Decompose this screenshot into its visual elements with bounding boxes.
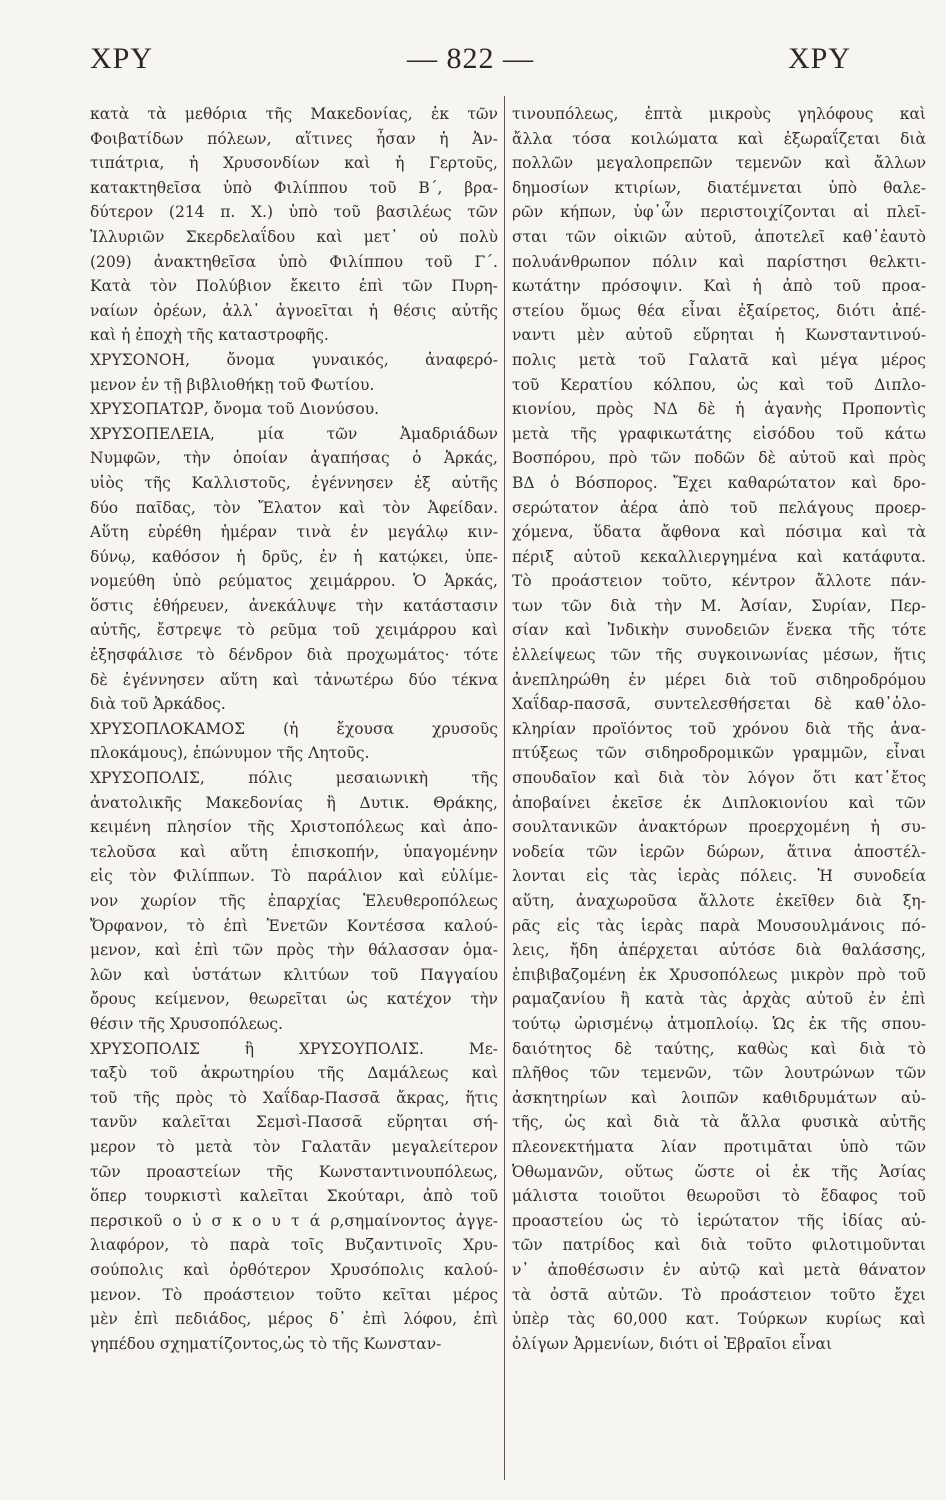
text-line: δὲ ἐγέννησεν αὕτη καὶ τἀνωτέρω δύο τέκνα — [90, 670, 498, 689]
text-line: λῶν καὶ ὑστάτων κλιτύων τοῦ Παγγαίου — [90, 965, 498, 984]
text-line: ἀποβαίνει ἐκεῖσε ἐκ Διπλοκιονίου καὶ τῶν — [512, 793, 926, 812]
page-number: — 822 — — [407, 42, 534, 75]
text-line: πέριξ αὐτοῦ κεκαλλιεργημένα καὶ κατάφυτα. — [512, 547, 926, 566]
header-left-keyword: ΧΡΥ — [90, 42, 154, 75]
text-line: (209) ἀνακτηθεῖσα ὑπὸ Φιλίππου τοῦ Γ΄. — [90, 252, 498, 271]
text-line: πλεονεκτήματα λίαν προτιμᾶται ὑπὸ τῶν — [512, 1137, 926, 1156]
text-line: πολις μετὰ τοῦ Γαλατᾶ καὶ μέγα μέρος — [512, 350, 926, 369]
text-line: ΧΡΥΣΟΠΟΛΙΣ, πόλις μεσαιωνικὴ τῆς — [90, 769, 498, 788]
text-line: ρῶν κήπων, ὑφ᾽ὧν περιστοιχίζονται αἱ πλεῖ- — [512, 203, 926, 222]
text-line: νομεύθη ὑπὸ ρεύματος χειμάρρου. Ὁ Ἀρκάς, — [90, 572, 498, 591]
text-line: τῶν πατρίδος καὶ διὰ τοῦτο φιλοτιμοῦνται — [512, 1236, 926, 1255]
text-line: ὑπὲρ τὰς 60,000 κατ. Τούρκων κυρίως καὶ — [512, 1310, 926, 1329]
text-line: ν᾽ ἀποθέσωσιν ἐν αὐτῷ καὶ μετὰ θάνατον — [512, 1260, 926, 1279]
text-line: ἐξησφάλισε τὸ δένδρον διὰ προχωμάτος· τότε — [90, 646, 498, 665]
text-line: ὅπερ τουρκιστὶ καλεῖται Σκούταρι, ἀπὸ τοῦ — [90, 1187, 498, 1206]
text-line: αὐτῆς, ἔστρεψε τὸ ρεῦμα τοῦ χειμάρρου καὶ — [90, 621, 498, 640]
text-line: ὄρους κείμενον, θεωρεῖται ὡς κατέχον τὴν — [90, 990, 498, 1009]
text-line: κατακτηθεῖσα ὑπὸ Φιλίππου τοῦ Β΄, βρα- — [90, 178, 498, 197]
text-line: ΧΡΥΣΟΠΟΛΙΣ ἢ ΧΡΥΣΟΥΠΟΛΙΣ. Με- — [90, 1039, 498, 1058]
text-line: δημοσίων κτιρίων, διατέμνεται ὑπὸ θαλε- — [512, 178, 926, 197]
text-line: σται τῶν οἰκιῶν αὐτοῦ, ἀποτελεῖ καθ᾽ἑαυτὸ — [512, 227, 926, 246]
text-line: ἀσκητηρίων καὶ λοιπῶν καθιδρυμάτων αὐ- — [512, 1088, 926, 1107]
text-line: τούτῳ ὡρισμένῳ ἀτμοπλοίῳ. Ὡς ἐκ τῆς σπου- — [512, 1014, 926, 1033]
text-line: υἱὸς τῆς Καλλιστοῦς, ἐγέννησεν ἐξ αὐτῆς — [90, 473, 498, 492]
text-line: ἀνεπληρώθη ἐν μέρει διὰ τοῦ σιδηροδρόμου — [512, 670, 926, 689]
text-line: σουλτανικῶν ἀνακτόρων προερχομένη ἡ συ- — [512, 818, 926, 837]
text-line: Χαΐδαρ-πασσᾶ, συντελεσθήσεται δὲ καθ᾽ὁλο- — [512, 695, 926, 714]
text-line: Αὕτη εὑρέθη ἡμέραν τινὰ ἐν μεγάλῳ κιν- — [90, 523, 498, 542]
text-line: Νυμφῶν, τὴν ὁποίαν ἀγαπήσας ὁ Ἀρκάς, — [90, 449, 498, 468]
text-line: νον χωρίον τῆς ἐπαρχίας Ἐλευθεροπόλεως — [90, 892, 498, 910]
text-line: των τῶν διὰ τὴν Μ. Ἀσίαν, Συρίαν, Περ- — [512, 596, 926, 615]
text-line: ρᾶς εἰς τὰς ἱερὰς παρὰ Μουσουλμάνοις πό- — [512, 916, 926, 935]
text-line: μὲν ἐπὶ πεδιάδος, μέρος δ᾽ ἐπὶ λόφου, ἐπὶ — [90, 1310, 498, 1329]
text-line: Τὸ προάστειον τοῦτο, κέντρον ἄλλοτε πάν- — [512, 572, 926, 591]
text-line: τοῦ τῆς πρὸς τὸ Χαΐδαρ-Πασσᾶ ἄκρας, ἥτις — [90, 1088, 498, 1107]
text-line: Κατὰ τὸν Πολύβιον ἔκειτο ἐπὶ τῶν Πυρη- — [90, 277, 498, 296]
text-line: σερώτατον ἀέρα ἀπὸ τοῦ πελάγους προερ- — [512, 498, 926, 517]
text-line: πολυάνθρωπον πόλιν καὶ παρίστησι θελκτι- — [512, 252, 926, 271]
text-line: μενον ἐν τῇ βιβλιοθήκῃ τοῦ Φωτίου. — [90, 375, 375, 394]
text-line: ΒΔ ὁ Βόσπορος. Ἔχει καθαρώτατον καὶ δρο- — [512, 473, 926, 492]
text-line: τανῦν καλεῖται Σεμσὶ-Πασσᾶ εὕρηται σή- — [90, 1113, 498, 1132]
text-line: λονται εἰς τὰς ἱερὰς πόλεις. Ἡ συνοδεία — [512, 867, 926, 886]
text-line: δύνῳ, καθόσον ἡ δρῦς, ἐν ἡ κατῴκει, ὑπε- — [90, 547, 498, 566]
text-line: μετὰ τῆς γραφικωτάτης εἰσόδου τοῦ κάτω — [512, 424, 926, 443]
text-line: ἀνατολικῆς Μακεδονίας ἢ Δυτικ. Θράκης, — [90, 793, 498, 812]
text-line: στείου ὅμως θέα εἶναι ἐξαίρετος, διότι ἀπέ- — [512, 301, 926, 320]
text-line: λεις, ἤδη ἀπέρχεται αὐτόσε διὰ θαλάσσης, — [512, 941, 926, 960]
text-line: ὀλίγων Ἀρμενίων, διότι οἱ Ἑβραῖοι εἶναι — [512, 1334, 833, 1353]
text-line: λιαφόρον, τὸ παρὰ τοῖς Βυζαντινοῖς Χρυ- — [90, 1236, 498, 1255]
column-divider — [504, 96, 505, 1480]
header-right-keyword: ΧΡΥ — [787, 42, 851, 75]
text-line: τὰ ὀστᾶ αὐτῶν. Τὸ προάστειον τοῦτο ἔχει — [512, 1285, 926, 1304]
text-line: κιονίου, πρὸς ΝΔ δὲ ἡ ἀγανὴς Προποντὶς — [512, 400, 926, 419]
text-line: Φοιβατίδων πόλεων, αἵτινες ἦσαν ἡ Ἀν- — [90, 129, 498, 148]
text-line: προαστείου ὡς τὸ ἱερώτατον τῆς ἰδίας αὐ- — [512, 1211, 926, 1230]
text-line: μάλιστα τοιοῦτοι θεωροῦσι τὸ ἔδαφος τοῦ — [512, 1187, 926, 1206]
text-line: μενον. Τὸ προάστειον τοῦτο κεῖται μέρος — [90, 1285, 498, 1304]
text-line: τῶν προαστείων τῆς Κωνσταντινουπόλεως, — [90, 1162, 498, 1181]
text-line: τιπάτρια, ἡ Χρυσονδίων καὶ ἡ Γερτοῦς, — [90, 154, 498, 173]
text-line: ΧΡΥΣΟΝΟΗ, ὄνομα γυναικός, ἀναφερό- — [90, 350, 498, 369]
text-line: πολλῶν μεγαλοπρεπῶν τεμενῶν καὶ ἄλλων — [512, 154, 926, 173]
text-line: μερον τὸ μετὰ τὸν Γαλατᾶν μεγαλείτερον — [90, 1137, 498, 1156]
text-line: γηπέδου σχηματίζοντος,ὡς τὸ τῆς Κωνσταν- — [90, 1334, 442, 1353]
text-line: κειμένη πλησίον τῆς Χριστοπόλεως καὶ ἀπο- — [90, 818, 498, 837]
text-line: ναίων ὀρέων, ἀλλ᾽ ἀγνοεῖται ἡ θέσις αὐτῆς — [90, 301, 498, 320]
text-line: ΧΡΥΣΟΠΕΛΕΙΑ, μία τῶν Ἀμαδριάδων — [90, 424, 498, 443]
text-line: ἄλλα τόσα κοιλώματα καὶ ἐξωραΐζεται διὰ — [512, 129, 926, 148]
text-line: εἰς τὸν Φιλίππων. Τὸ παράλιον καὶ εὐλίμε- — [90, 867, 498, 886]
text-line: δύτερον (214 π. Χ.) ὑπὸ τοῦ βασιλέως τῶν — [90, 203, 498, 222]
text-line: πλῆθος τῶν τεμενῶν, τῶν λουτρώνων τῶν — [512, 1064, 926, 1083]
text-line: διὰ τοῦ Ἀρκάδος. — [90, 695, 226, 714]
text-line: πλοκάμους), ἐπώνυμον τῆς Λητοῦς. — [90, 744, 370, 763]
text-line: καὶ ἡ ἐποχὴ τῆς καταστροφῆς. — [90, 326, 329, 345]
text-line: ραμαζανίου ἢ κατὰ τὰς ἀρχὰς αὐτοῦ ἐν ἐπὶ — [512, 990, 926, 1009]
running-header — [90, 42, 851, 76]
text-line: ναντι μὲν αὐτοῦ εὕρηται ἡ Κωνσταντινού- — [512, 326, 926, 345]
text-line: Ἰλλυριῶν Σκερδελαΐδου καὶ μετ᾽ οὐ πολὺ — [90, 227, 498, 246]
text-line: Ὀθωμανῶν, οὕτως ὥστε οἱ ἐκ τῆς Ἀσίας — [512, 1162, 926, 1181]
text-line: ἐλλείψεως τῶν τῆς συγκοινωνίας μέσων, ἥτις — [512, 646, 926, 665]
text-line: Ὄρφανον, τὸ ἐπὶ Ἑνετῶν Κοντέσσα καλού- — [90, 916, 498, 935]
text-line: αὕτη, ἀναχωροῦσα ἄλλοτε ἐκεῖθεν διὰ ξη- — [512, 892, 926, 910]
text-line: μενον, καὶ ἐπὶ τῶν πρὸς τὴν θάλασσαν ὁμα- — [90, 941, 498, 960]
text-line: τελοῦσα καὶ αὕτη ἐπισκοπήν, ὑπαγομένην — [90, 842, 498, 861]
text-line: δαιότητος δὲ ταύτης, καθὼς καὶ διὰ τὸ — [512, 1039, 926, 1058]
right-column — [512, 102, 926, 1480]
text-line: ὅστις ἐθήρευεν, ἀνεκάλυψε τὴν κατάστασιν — [90, 596, 498, 615]
text-line: κωτάτην πρόσοψιν. Καὶ ἡ ἀπὸ τοῦ προα- — [512, 277, 926, 296]
text-line: θέσιν τῆς Χρυσοπόλεως. — [90, 1014, 283, 1033]
left-column — [90, 102, 498, 1480]
text-line: ΧΡΥΣΟΠΛΟΚΑΜΟΣ (ἡ ἔχουσα χρυσοῦς — [90, 719, 498, 738]
text-line: σούπολις καὶ ὀρθότερον Χρυσόπολις καλού- — [90, 1260, 498, 1279]
text-line: τινουπόλεως, ἑπτὰ μικροὺς γηλόφους καὶ — [512, 105, 926, 123]
text-line: νοδεία τῶν ἱερῶν δώρων, ἅτινα ἀποστέλ- — [512, 842, 926, 861]
text-line: σπουδαῖον καὶ διὰ τὸν λόγον ὅτι κατ᾽ἔτος — [512, 769, 926, 788]
text-line: Βοσπόρου, πρὸ τῶν ποδῶν δὲ αὐτοῦ καὶ πρὸς — [512, 449, 926, 468]
text-line: τοῦ Κερατίου κόλπου, ὡς καὶ τοῦ Διπλο- — [512, 375, 926, 394]
text-line: ἐπιβιβαζομένη ἐκ Χρυσοπόλεως μικρὸν πρὸ τοῦ — [512, 965, 926, 984]
text-line: ΧΡΥΣΟΠΑΤΩΡ, ὄνομα τοῦ Διονύσου. — [90, 400, 380, 419]
text-line: σίαν καὶ Ἰνδικὴν συνοδειῶν ἕνεκα τῆς τότε — [512, 621, 926, 640]
text-line: χόμενα, ὕδατα ἄφθονα καὶ πόσιμα καὶ τὰ — [512, 523, 926, 542]
text-line: περσικοῦ ο ὐ σ κ ο υ τ ά ρ,σημαίνοντος ἀγγε- — [90, 1211, 498, 1230]
text-line: κατὰ τὰ μεθόρια τῆς Μακεδονίας, ἐκ τῶν — [90, 105, 498, 123]
text-line: πτύξεως τῶν σιδηροδρομικῶν γραμμῶν, εἶναι — [512, 744, 926, 763]
text-line: τῆς, ὡς καὶ διὰ τὰ ἄλλα φυσικὰ αὐτῆς — [512, 1113, 926, 1132]
text-line: δύο παῖδας, τὸν Ἔλατον καὶ τὸν Ἀφείδαν. — [90, 498, 498, 517]
text-line: ταξὺ τοῦ ἀκρωτηρίου τῆς Δαμάλεως καὶ — [90, 1064, 498, 1083]
text-line: κληρίαν προϊόντος τοῦ χρόνου διὰ τῆς ἀνα- — [512, 719, 926, 738]
